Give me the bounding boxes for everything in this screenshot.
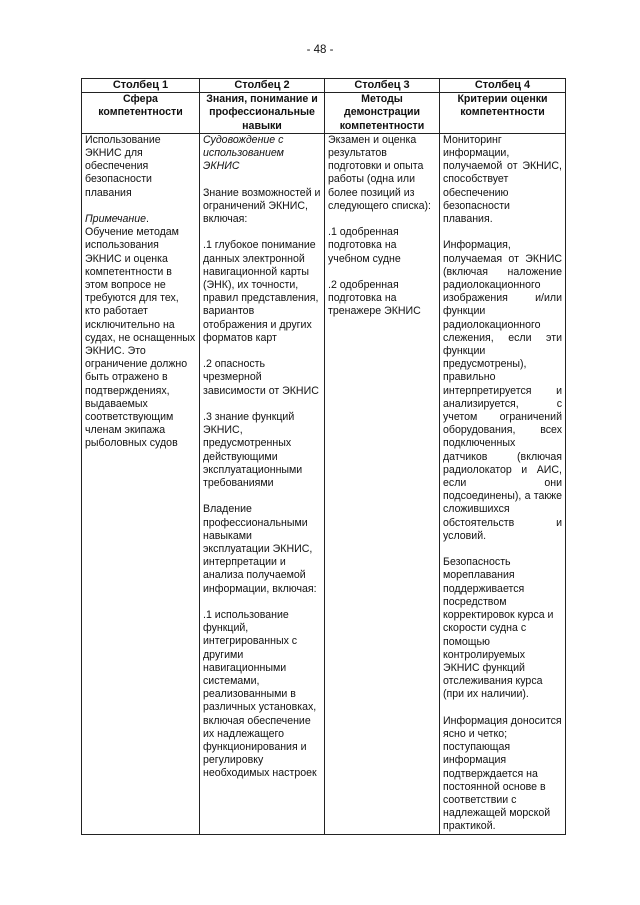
- page-number: - 48 -: [306, 44, 334, 56]
- cell-methods: [325, 133, 440, 834]
- cell-competence: [82, 133, 200, 834]
- column-number-4: Столбец 4: [440, 79, 566, 93]
- column-number-1: Столбец 1: [82, 79, 200, 93]
- note-text: . Обучение методам использования ЭКНИС и оценка компетентности в этом вопросе не требуются для тех, кто работает исключительно на судах, не оснащенных ЭКНИС. Это ограничение должно быть отражено в подтверждениях, выдаваемых соответствующим членам экипажа рыболовных судов: [85, 213, 196, 450]
- skills-intro: Владение профессиональными навыками эксплуатации ЭКНИС, интерпретации и анализа получаемой информации, включая:: [203, 503, 317, 595]
- competence-text: Использование ЭКНИС для обеспечения безопасности плавания: [85, 133, 161, 199]
- column-header-row: [82, 93, 566, 134]
- column-number-2: Столбец 2: [200, 79, 325, 93]
- criteria-1: Мониторинг информации, получаемой от ЭКНИС, способствует обеспечению безопасности плавания.: [443, 133, 562, 226]
- knowledge-item-3: .3 знание функций ЭКНИС, предусмотренных действующими эксплуатационными требованиями: [203, 411, 303, 490]
- methods-intro: Экзамен и оценка результатов подготовки и опыта работы (одна или более позиций из следующего списка):: [328, 133, 431, 212]
- header-competence-area: Сфера компетентности: [82, 93, 200, 134]
- note-label: Примечание: [85, 213, 147, 226]
- cell-criteria: [440, 133, 566, 834]
- column-number-3: Столбец 3: [325, 79, 440, 93]
- criteria-2: Информация, получаемая от ЭКНИС (включая наложение радиолокационного изображения и/или функции радиолокационного слежения, если эти функции предусмотрены), правильно интерпретируется и анализируется, с учетом ограничений оборудования, всех подключенных датчиков (включая радиолокатор и АИС, если они подсоединены), а также сложившихся обстоятельств и условий.: [443, 239, 562, 542]
- criteria-4: Информация доносится ясно и четко; поступающая информация подтверждается на постоянной основе в соответствии с надлежащей морской практикой.: [443, 714, 562, 833]
- header-evaluation-criteria: Критерии оценки компетентности: [440, 93, 566, 134]
- methods-item-2: .2 одобренная подготовка на тренажере ЭКНИС: [328, 279, 421, 318]
- skills-item-1: .1 использование функций, интегрированных с другими навигационными системами, реализованными в различных установках, включая обеспечение их надлежащего функционирования и регулировку необходимых настроек: [203, 609, 317, 780]
- knowledge-item-2: .2 опасность чрезмерной зависимости от ЭКНИС: [203, 358, 319, 397]
- knowledge-intro: Знание возможностей и ограничений ЭКНИС, включая:: [203, 186, 321, 226]
- header-knowledge-skills: Знания, понимание и профессиональные навыки: [200, 93, 325, 134]
- competence-note: [85, 213, 196, 451]
- knowledge-item-1: .1 глубокое понимание данных электронной навигационной карты (ЭНК), их точности, правил представления, вариантов отображения и других форматов карт: [203, 239, 319, 344]
- header-demonstration-methods: Методы демонстрации компетентности: [325, 93, 440, 134]
- knowledge-title: Судовождение с использованием ЭКНИС: [203, 133, 284, 173]
- table-row: [82, 133, 566, 834]
- methods-item-1: .1 одобренная подготовка на учебном судне: [328, 226, 401, 265]
- cell-knowledge: [200, 133, 325, 834]
- column-number-row: [82, 79, 566, 93]
- competence-table: [81, 78, 566, 835]
- criteria-3: Безопасность мореплавания поддерживается посредством корректировок курса и скорости судна с помощью контролируемых ЭКНИС функций отслеживания курса (при их наличии).: [443, 556, 554, 701]
